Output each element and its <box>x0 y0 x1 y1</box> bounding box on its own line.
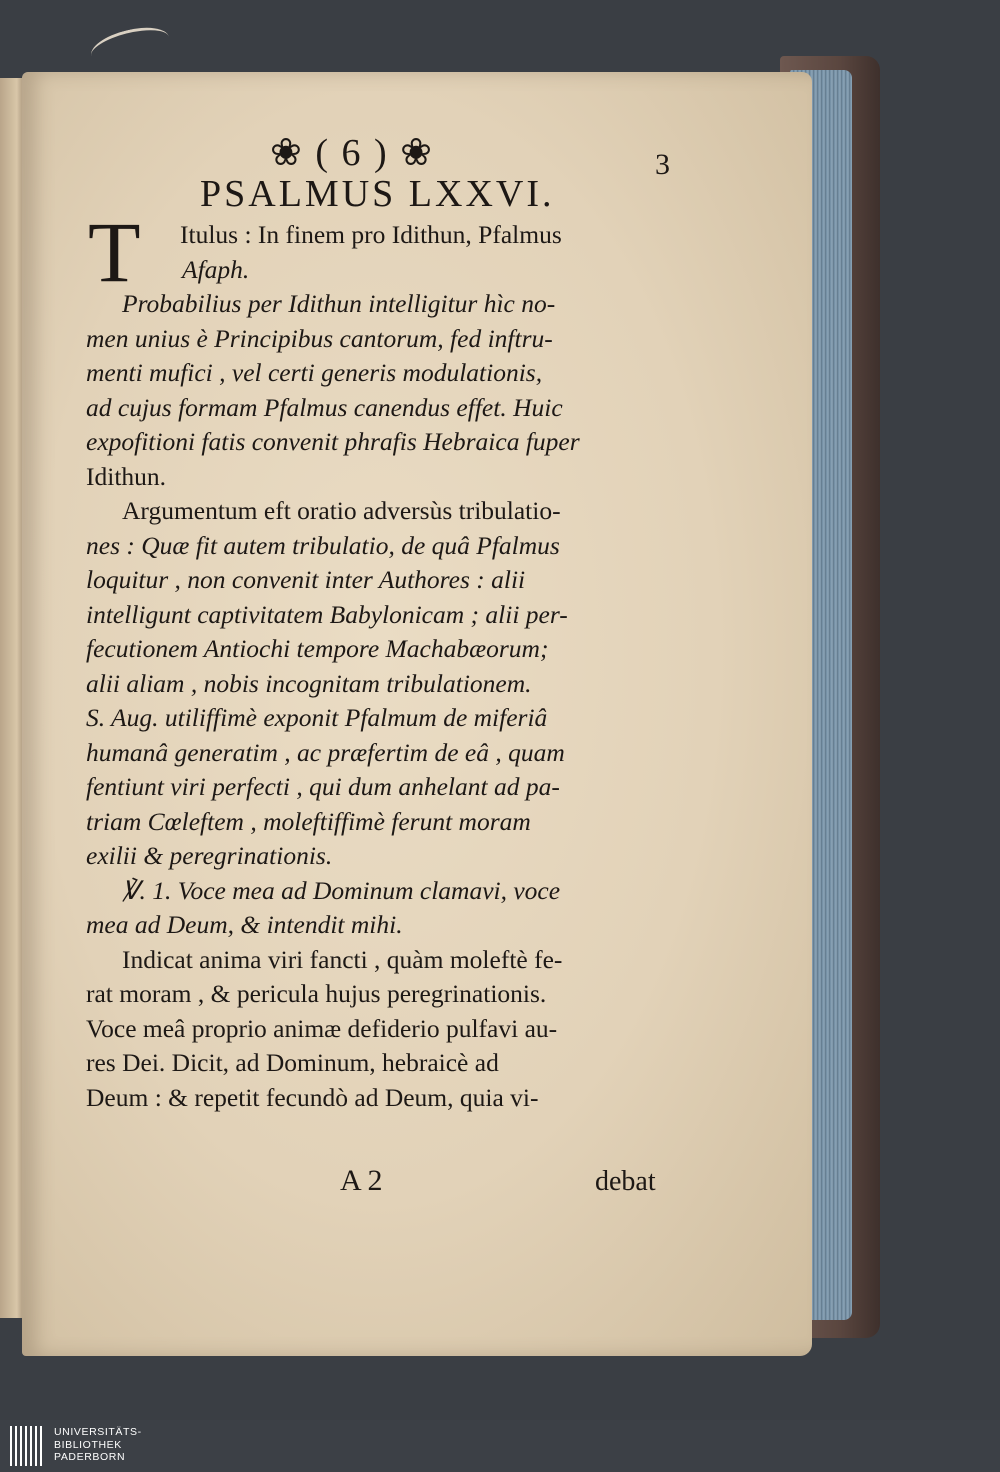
text-line: Deum : & repetit fecundò ad Deum, quia vi- <box>86 1082 539 1112</box>
text-line: men unius è Principibus cantorum, fed inftru- <box>86 323 553 353</box>
text-line: exilii & peregrinationis. <box>86 841 333 870</box>
text-line: intelligunt captivitatem Babylonicam ; alii per- <box>86 599 568 629</box>
text-line: alii aliam , nobis incognitam tribulationem. <box>86 668 532 698</box>
running-head: ❀ ( 6 ) ❀ <box>270 132 434 174</box>
text-line: Voce meâ proprio animæ defiderio pulfavi au- <box>86 1013 558 1043</box>
text-line: nes : Quæ fit autem tribulatio, de quâ Pfalmus <box>86 530 560 560</box>
body-text <box>86 218 686 1115</box>
text-line: Probabilius per Idithun intelligitur hìc no- <box>122 289 556 318</box>
text-line: fecutionem Antiochi tempore Machabæorum; <box>86 634 549 663</box>
text-line: S. Aug. utiliffimè exponit Pfalmum de miferiâ <box>86 703 548 732</box>
catchword: debat <box>595 1166 656 1197</box>
page-mark: 3 <box>655 148 670 181</box>
text-line: fentiunt viri perfecti , qui dum anhelant ad pa- <box>86 772 560 801</box>
text-line: menti mufici , vel certi generis modulationis, <box>86 358 543 387</box>
text-line: Afaph. <box>182 254 250 284</box>
text-line: Argumentum eft oratio adversùs tribulatio- <box>122 496 561 525</box>
text-line: res Dei. Dicit, ad Dominum, hebraicè ad <box>86 1048 499 1077</box>
text-line: expofitioni fatis convenit phrafis Hebraica fuper <box>86 427 580 456</box>
text-line: Indicat anima viri fancti , quàm moleftè fe- <box>122 944 563 974</box>
psalm-title: PSALMUS LXXVI. <box>200 173 555 215</box>
drop-cap: T <box>88 204 141 300</box>
text-line: Itulus : In finem pro Idithun, Pfalmus <box>180 220 562 249</box>
signature-mark: A 2 <box>340 1164 383 1197</box>
text-line: triam Cœleftem , moleftiffimè ferunt moram <box>86 806 531 836</box>
text-line: humanâ generatim , ac præfertim de eâ , quam <box>86 737 565 767</box>
footer-bar <box>0 1420 1000 1472</box>
text-line: Idithun. <box>86 461 167 491</box>
text-line: rat moram , & pericula hujus peregrinationis. <box>86 979 547 1008</box>
library-logo-icon <box>6 1424 46 1468</box>
text-line: ad cujus formam Pfalmus canendus effet. Huic <box>86 392 563 422</box>
text-line: loquitur , non convenit inter Authores : alii <box>86 565 526 594</box>
text-line: ℣. 1. Voce mea ad Dominum clamavi, voce <box>122 875 561 905</box>
text-line: mea ad Deum, & intendit mihi. <box>86 910 403 939</box>
library-logo-text: UNIVERSITÄTS- BIBLIOTHEK PADERBORN <box>54 1426 142 1463</box>
